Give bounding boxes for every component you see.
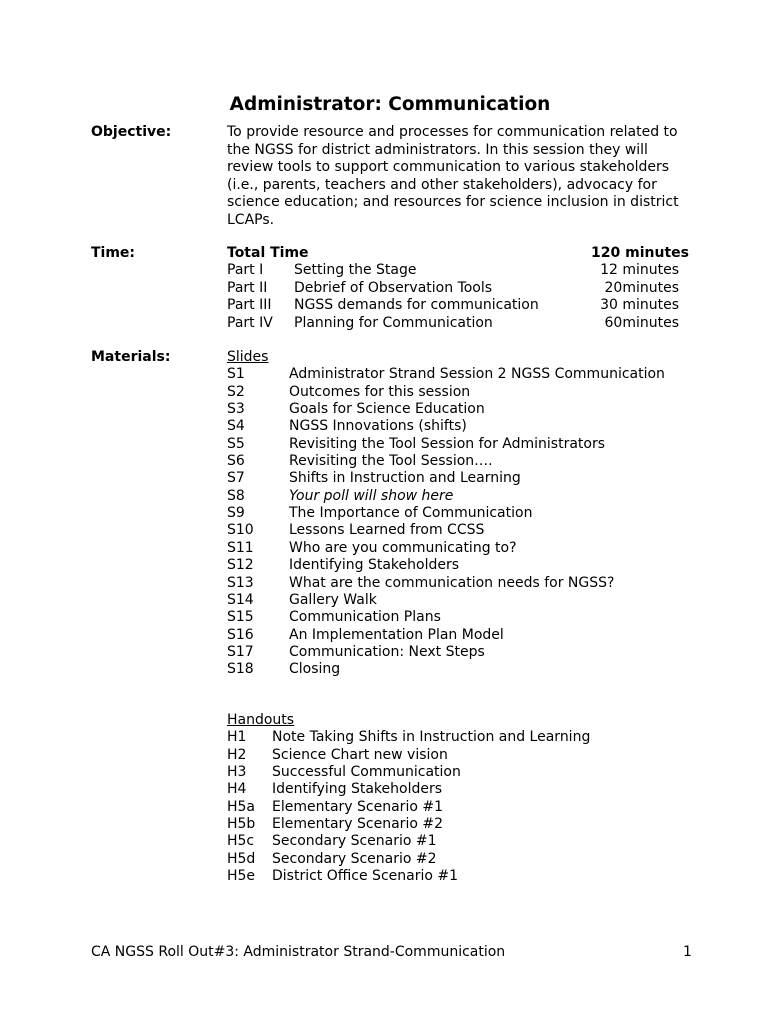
- slide-title: Gallery Walk: [289, 591, 377, 608]
- handout-title: Elementary Scenario #1: [272, 798, 443, 815]
- list-item: [227, 366, 689, 383]
- part-minutes: 30 minutes: [600, 297, 679, 314]
- handout-title: Science Chart new vision: [272, 746, 448, 763]
- handout-code: H2: [227, 746, 247, 763]
- slide-code: S13: [227, 574, 254, 591]
- list-item: [227, 644, 689, 661]
- handout-code: H5a: [227, 798, 256, 815]
- slide-code: S8: [227, 487, 245, 504]
- handout-code: H5c: [227, 833, 255, 850]
- slide-title: Goals for Science Education: [289, 401, 485, 418]
- page-title: Administrator: Communication: [229, 94, 551, 115]
- slide-title: The Importance of Communication: [289, 505, 533, 522]
- slide-title: NGSS Innovations (shifts): [289, 418, 467, 435]
- list-item: [227, 747, 689, 764]
- list-item: [227, 470, 689, 487]
- total-time-label: Total Time: [227, 245, 309, 261]
- slide-code: S16: [227, 626, 254, 643]
- list-item: [227, 764, 689, 781]
- time-total-row: [227, 245, 689, 262]
- list-item: [227, 488, 689, 505]
- slide-code: S11: [227, 539, 254, 556]
- slide-title: Communication: Next Steps: [289, 643, 485, 660]
- slide-code: S9: [227, 505, 245, 522]
- list-item: [227, 851, 689, 868]
- handout-code: H3: [227, 764, 247, 781]
- slide-title: Identifying Stakeholders: [289, 557, 460, 574]
- list-item: [227, 609, 689, 626]
- part-minutes: 20minutes: [604, 279, 679, 296]
- slide-code: S18: [227, 661, 254, 678]
- slides-heading: Slides: [227, 349, 269, 365]
- part-label: Part I: [227, 262, 264, 279]
- list-item: [227, 418, 689, 435]
- time-table: [227, 245, 689, 332]
- handout-title: Note Taking Shifts in Instruction and Learning: [272, 729, 591, 746]
- slide-code: S1: [227, 366, 245, 383]
- slide-title: Administrator Strand Session 2 NGSS Communication: [289, 366, 665, 383]
- objective-text: To provide resource and processes for communication related to the NGSS for district administrators. In this session they will review tools to support communication to various stakeholders (i.e., parents, teachers and other stakeholders), advocacy for science education; and resources for science inclusion in district LCAPs.: [227, 124, 679, 228]
- list-item: [227, 816, 689, 833]
- slide-code: S15: [227, 609, 254, 626]
- part-label: Part IV: [227, 314, 273, 331]
- handout-title: Secondary Scenario #2: [272, 850, 437, 867]
- slide-code: S2: [227, 383, 245, 400]
- slide-title: Who are you communicating to?: [289, 539, 517, 556]
- slide-code: S7: [227, 470, 245, 487]
- slide-code: S12: [227, 557, 254, 574]
- part-name: Setting the Stage: [294, 262, 417, 279]
- list-item: [227, 384, 689, 401]
- slide-code: S5: [227, 435, 245, 452]
- list-item: [227, 522, 689, 539]
- handout-code: H5d: [227, 850, 256, 867]
- slide-title: Your poll will show here: [289, 487, 454, 504]
- slide-title: Communication Plans: [289, 609, 441, 626]
- list-item: [227, 505, 689, 522]
- time-part-row: [227, 280, 689, 297]
- handout-code: H5b: [227, 816, 256, 833]
- total-time-value: 120 minutes: [591, 245, 689, 261]
- list-item: [227, 592, 689, 609]
- list-item: [227, 401, 689, 418]
- list-item: [227, 575, 689, 592]
- handout-code: H1: [227, 729, 247, 746]
- slide-code: S4: [227, 418, 245, 435]
- slide-code: S17: [227, 643, 254, 660]
- slide-code: S6: [227, 453, 245, 470]
- list-item: [227, 781, 689, 798]
- list-item: [227, 833, 689, 850]
- handout-title: Successful Communication: [272, 764, 461, 781]
- handout-title: Identifying Stakeholders: [272, 781, 443, 798]
- list-item: [227, 540, 689, 557]
- slide-title: Shifts in Instruction and Learning: [289, 470, 521, 487]
- part-label: Part III: [227, 297, 272, 314]
- slides-list: [227, 349, 689, 679]
- part-label: Part II: [227, 279, 268, 296]
- time-label: Time:: [91, 245, 136, 261]
- slide-title: Revisiting the Tool Session….: [289, 453, 493, 470]
- handouts-heading: Handouts: [227, 712, 295, 728]
- part-name: NGSS demands for communication: [294, 297, 539, 314]
- list-item: [227, 661, 689, 678]
- list-item: [227, 453, 689, 470]
- slide-title: What are the communication needs for NGSS?: [289, 574, 615, 591]
- materials-label: Materials:: [91, 349, 171, 365]
- page-footer: CA NGSS Roll Out#3: Administrator Strand-Communication: [91, 944, 506, 960]
- slide-title: Closing: [289, 661, 341, 678]
- part-name: Debrief of Observation Tools: [294, 279, 493, 296]
- list-item: [227, 627, 689, 644]
- list-item: [227, 436, 689, 453]
- list-item: [227, 557, 689, 574]
- handout-title: Secondary Scenario #1: [272, 833, 437, 850]
- slide-title: Revisiting the Tool Session for Administrators: [289, 435, 606, 452]
- handout-title: Elementary Scenario #2: [272, 816, 443, 833]
- list-item: [227, 868, 689, 885]
- list-item: [227, 729, 689, 746]
- slide-title: Outcomes for this session: [289, 383, 471, 400]
- handout-code: H5e: [227, 868, 256, 885]
- part-minutes: 12 minutes: [600, 262, 679, 279]
- page-number: 1: [683, 944, 692, 960]
- part-name: Planning for Communication: [294, 314, 493, 331]
- time-part-row: [227, 262, 689, 279]
- slide-code: S14: [227, 591, 254, 608]
- time-part-row: [227, 297, 689, 314]
- handouts-list: [227, 712, 689, 885]
- slide-code: S3: [227, 401, 245, 418]
- time-part-row: [227, 315, 689, 332]
- slide-code: S10: [227, 522, 254, 539]
- handout-code: H4: [227, 781, 247, 798]
- slide-title: An Implementation Plan Model: [289, 626, 504, 643]
- handout-title: District Office Scenario #1: [272, 868, 458, 885]
- list-item: [227, 799, 689, 816]
- slide-title: Lessons Learned from CCSS: [289, 522, 485, 539]
- objective-label: Objective:: [91, 124, 172, 140]
- part-minutes: 60minutes: [604, 314, 679, 331]
